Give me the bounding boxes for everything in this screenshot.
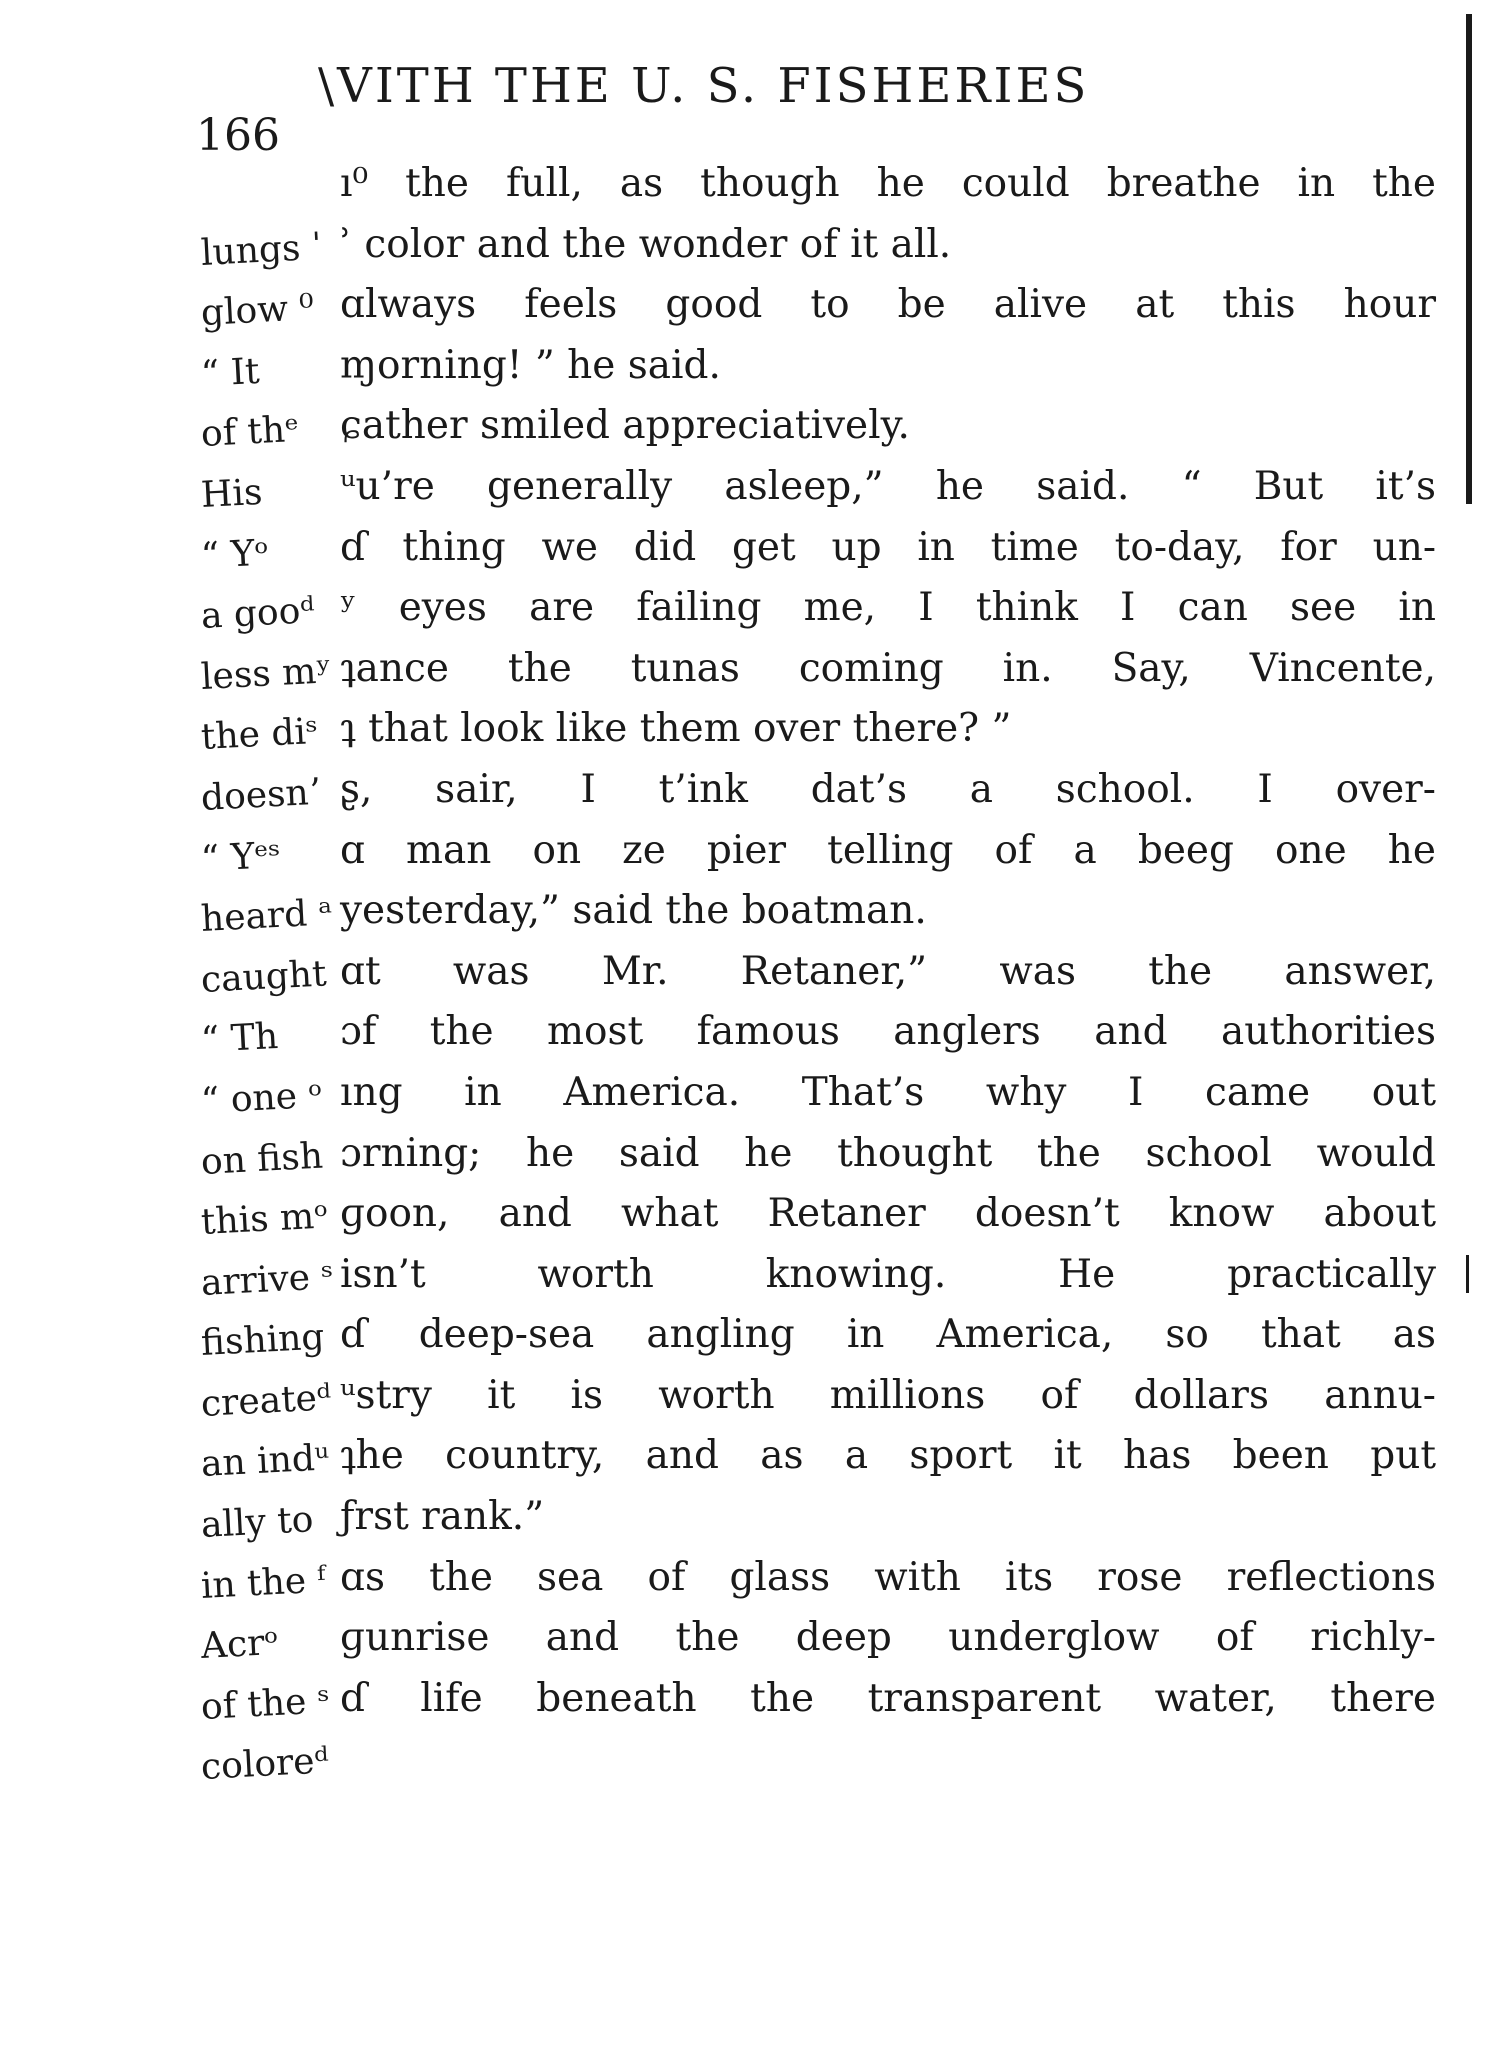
line-text: ᵘu’re generally asleep,” he said. “ But it’s xyxy=(340,463,1436,509)
line-text: yesterday,” said the boatman. xyxy=(340,888,927,934)
body-text xyxy=(200,154,1436,1790)
text-line xyxy=(200,1608,1436,1669)
margin-fragment: “ one ᵒ xyxy=(200,1074,324,1122)
margin-fragment: arrive ˢ xyxy=(200,1255,335,1304)
line-text: ɱorning! ” he said. xyxy=(340,342,721,388)
line-text: ɑt was Mr. Retaner,” was the answer, xyxy=(340,948,1436,994)
margin-fragment: lungs ˈ xyxy=(200,226,323,274)
line-text: ɔf the most famous anglers and authorities xyxy=(340,1009,1436,1055)
margin-fragment: less mʸ xyxy=(200,649,333,698)
text-line xyxy=(200,154,1436,215)
line-text: ᵘstry it is worth millions of dollars annu- xyxy=(340,1372,1436,1418)
text-line xyxy=(200,821,1436,882)
line-text: ʸ eyes are failing me, I think I can see in xyxy=(340,585,1436,631)
margin-fragment: “ Th xyxy=(200,1016,280,1062)
text-line xyxy=(200,1305,1436,1366)
margin-fragment: Acrᵒ xyxy=(200,1622,280,1668)
line-text: ɑs the sea of glass with its rose reflections xyxy=(340,1554,1436,1600)
text-line xyxy=(200,336,1236,397)
line-text: isn’t worth knowing. He practically xyxy=(340,1251,1436,1297)
text-line xyxy=(200,881,1236,942)
margin-fragment: on fish xyxy=(200,1135,324,1183)
margin-fragment: coloreᵈ xyxy=(200,1740,330,1789)
text-line xyxy=(200,578,1436,639)
margin-fragment: “ Yᵉˢ xyxy=(200,834,282,880)
text-line xyxy=(200,1426,1436,1487)
margin-fragment: His xyxy=(200,471,264,516)
text-line xyxy=(200,1184,1436,1245)
line-text: ʇ that look like them over there? ” xyxy=(340,706,1012,752)
text-line xyxy=(200,1669,1436,1730)
line-text: ı⁰ the full, as though he could breathe in the xyxy=(340,161,1436,206)
text-line xyxy=(200,942,1436,1003)
line-text: ɡunrise and the deep underglow of richly- xyxy=(340,1615,1436,1661)
text-line xyxy=(200,215,1236,276)
margin-fragment: “ Yᵒ xyxy=(200,532,270,577)
margin-fragment: heard ᵃ xyxy=(200,892,334,941)
text-line xyxy=(200,1487,1236,1548)
margin-fragment: ally to xyxy=(200,1499,315,1547)
text-line xyxy=(200,639,1436,700)
page-number: 166 xyxy=(196,110,280,161)
text-line xyxy=(200,457,1436,518)
margin-fragment: of the ˢ xyxy=(200,1680,331,1728)
line-text: ɗ deep-sea angling in America, so that as xyxy=(340,1312,1436,1358)
running-head: \VITH THE U. S. FISHERIES xyxy=(318,58,1090,114)
line-text: ɕather smiled appreciatively. xyxy=(340,403,910,449)
text-line xyxy=(200,1366,1436,1427)
line-text: ʇhe country, and as a sport it has been put xyxy=(340,1433,1436,1479)
line-text: ıng in America. That’s why I came out xyxy=(340,1069,1436,1115)
scan-edge-mark-top xyxy=(1466,14,1472,504)
text-line xyxy=(200,1548,1436,1609)
text-line xyxy=(200,1063,1436,1124)
line-text: ʾ color and the wonder of it all. xyxy=(340,221,952,267)
line-text: ɔrning; he said he thought the school would xyxy=(340,1130,1436,1176)
line-text: ƒrst rank.” xyxy=(340,1494,545,1540)
margin-fragment: “ It xyxy=(200,350,261,395)
margin-fragment: the diˢ xyxy=(200,711,320,759)
text-line xyxy=(200,1002,1436,1063)
text-line xyxy=(200,1245,1436,1306)
text-line xyxy=(200,760,1436,821)
text-line xyxy=(200,1729,1236,1790)
text-line xyxy=(200,275,1436,336)
margin-fragment: fishing xyxy=(200,1316,326,1365)
text-line xyxy=(200,518,1436,579)
line-text: ɑlways feels good to be alive at this hour xyxy=(340,282,1436,328)
margin-fragment: caught xyxy=(200,953,328,1001)
margin-fragment: createᵈ xyxy=(200,1377,333,1425)
scan-edge-mark-bottom xyxy=(1466,1255,1469,1293)
line-text: ɗ thing we did get up in time to-day, for un- xyxy=(340,524,1436,570)
line-text: ɡoon, and what Retaner doesn’t know about xyxy=(340,1191,1436,1237)
line-text: ɑ man on ze pier telling of a beeg one he xyxy=(340,827,1436,873)
margin-fragment: a gooᵈ xyxy=(200,590,316,638)
line-text: ʂ, sair, I t’ink dat’s a school. I over- xyxy=(340,766,1436,812)
margin-fragment: glow ⁰ xyxy=(200,287,315,335)
margin-fragment: of thᵉ xyxy=(200,409,301,456)
margin-fragment: doesnʼ xyxy=(200,771,322,819)
text-line xyxy=(200,1124,1436,1185)
text-line xyxy=(200,699,1236,760)
line-text: ɗ life beneath the transparent water, there xyxy=(340,1675,1436,1721)
margin-fragment: an indᵘ xyxy=(200,1437,331,1486)
text-line xyxy=(200,396,1236,457)
line-text: ʇance the tunas coming in. Say, Vincente, xyxy=(340,645,1436,691)
margin-fragment: this mᵒ xyxy=(200,1195,330,1244)
margin-fragment: in the ᶠ xyxy=(200,1559,327,1607)
